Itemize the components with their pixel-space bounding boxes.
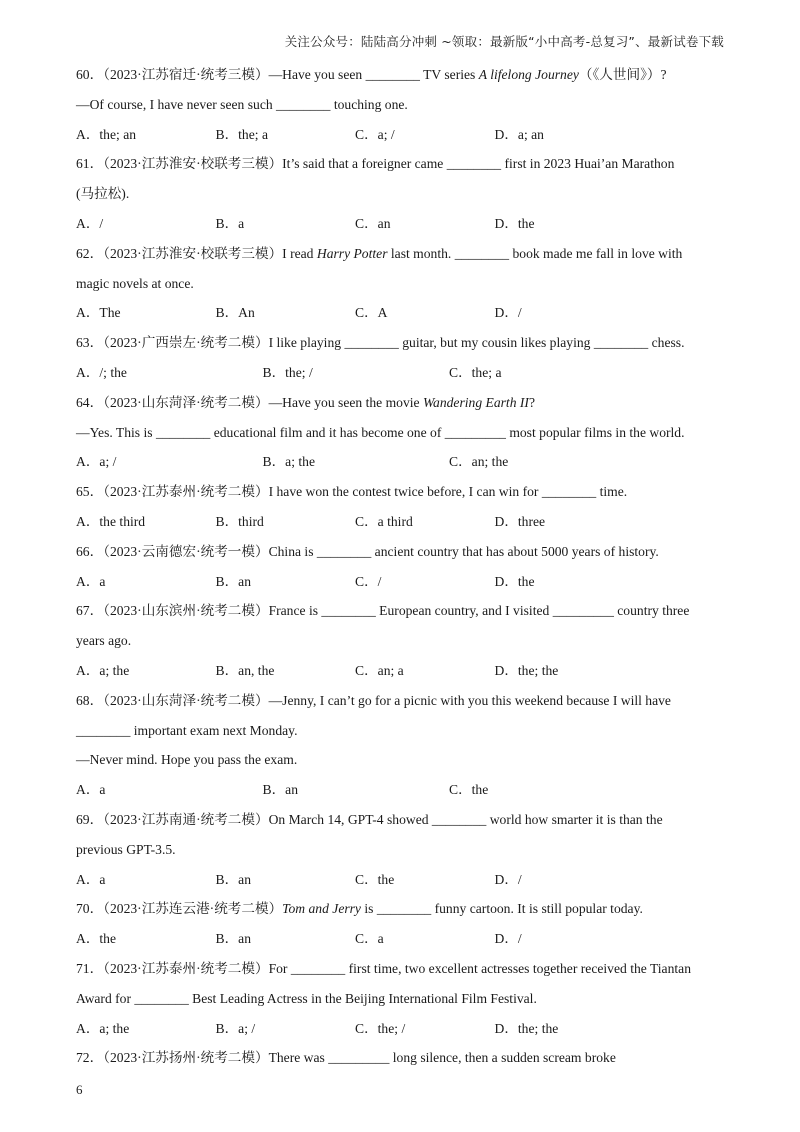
question-text-line (76, 149, 726, 179)
answer-option: D．the; the (494, 662, 559, 678)
answer-option: D．/ (494, 931, 522, 947)
answer-option: D．a; an (494, 126, 544, 142)
question-text-line (76, 835, 726, 865)
answer-option: A．a; the (76, 662, 130, 678)
question-text-line (76, 269, 726, 299)
answer-option: B．an (262, 782, 298, 798)
answer-options (76, 865, 726, 895)
answer-options (76, 447, 726, 477)
question-list (76, 60, 726, 1073)
question-text-line (76, 596, 726, 626)
answer-options (76, 656, 726, 686)
question-text-line (76, 60, 726, 90)
answer-option: C．a third (355, 513, 413, 529)
answer-option: B．a; the (262, 454, 315, 470)
answer-option: C．an; the (449, 454, 509, 470)
text-segment: 70．（2023·江苏连云港·统考二模） (76, 901, 283, 917)
text-segment: —Of course, I have never seen such ________ touching one. (76, 96, 408, 112)
answer-option: C．A (355, 305, 388, 321)
answer-option: B．an (215, 931, 251, 947)
question-text-line (76, 805, 726, 835)
text-segment: —Yes. This is ________ educational film and it has become one of _________ most popular films in the world. (76, 424, 685, 440)
italic-title: Wandering Earth II (422, 394, 529, 410)
answer-option: B．the; / (262, 364, 313, 380)
text-segment: 63．（2023·广西崇左·统考二模）I like playing ________ guitar, but my cousin likes playing ________ chess. (76, 335, 685, 351)
question-text-line (76, 537, 726, 567)
answer-option: B．the; a (215, 126, 268, 142)
answer-option: C．the (449, 782, 489, 798)
page-number: 6 (76, 1082, 83, 1097)
text-segment: 64．（2023·山东菏泽·统考二模）—Have you seen the movie (76, 394, 423, 410)
question-text-line (76, 90, 726, 120)
answer-option: B．an, the (215, 662, 275, 678)
text-segment: 68．（2023·山东菏泽·统考二模）—Jenny, I can’t go for a picnic with you this weekend because I will have (76, 692, 671, 708)
question-text-line (76, 328, 726, 358)
answer-option: C．an; a (355, 662, 404, 678)
answer-option: C．the; a (449, 364, 502, 380)
page-header: 关注公众号：陆陆高分冲刺 ~领取：最新版“小中高考-总复习”、最新试卷下载 (284, 34, 724, 49)
answer-option: C．/ (355, 573, 382, 589)
text-segment: 66．（2023·云南德宏·统考一模）China is ________ ancient country that has about 5000 years of history. (76, 543, 659, 559)
text-segment: 71．（2023·江苏泰州·统考二模）For ________ first time, two excellent actresses together received the Tiantan (76, 960, 691, 976)
answer-option: C．the; / (355, 1020, 406, 1036)
question-text-line (76, 745, 726, 775)
answer-option: A．/ (76, 215, 104, 231)
italic-title: Tom and Jerry (282, 901, 361, 917)
question-text-line (76, 686, 726, 716)
answer-option: C．an (355, 215, 391, 231)
text-segment: 60．（2023·江苏宿迁·统考三模）—Have you seen ________ TV series (76, 67, 479, 82)
question-text-line (76, 388, 726, 418)
answer-options (76, 507, 726, 537)
answer-option: D．the (494, 573, 535, 589)
text-segment: 65．（2023·江苏泰州·统考二模）I have won the contest twice before, I can win for ________ time. (76, 484, 628, 500)
question-text-line (76, 1043, 726, 1073)
answer-option: A．/; the (76, 364, 127, 380)
question-text-line (76, 239, 726, 269)
text-segment: 62．（2023·江苏淮安·校联考三模）I read (76, 245, 317, 261)
text-segment: magic novels at once. (76, 275, 194, 291)
text-segment: previous GPT-3.5. (76, 841, 176, 857)
answer-option: A．a (76, 573, 106, 589)
italic-title: Harry Potter (316, 245, 388, 261)
question-text-line (76, 716, 726, 746)
question-text-line (76, 626, 726, 656)
answer-option: D．three (494, 513, 546, 529)
answer-option: A．The (76, 305, 121, 321)
text-segment: is ________ funny cartoon. It is still popular today. (360, 901, 643, 917)
answer-options (76, 358, 726, 388)
answer-option: A．a; / (76, 454, 117, 470)
answer-option: A．a (76, 871, 106, 887)
answer-option: A．the (76, 931, 117, 947)
answer-option: B．third (215, 513, 264, 529)
answer-option: A．the third (76, 513, 146, 529)
answer-option: D．the (494, 215, 535, 231)
answer-option: D．the; the (494, 1020, 559, 1036)
answer-option: D．/ (494, 871, 522, 887)
answer-option: C．the (355, 871, 395, 887)
question-text-line (76, 418, 726, 448)
answer-option: B．An (215, 305, 255, 321)
answer-option: B．a; / (215, 1020, 256, 1036)
answer-option: A．a; the (76, 1020, 130, 1036)
text-segment: —Never mind. Hope you pass the exam. (76, 752, 298, 768)
answer-options (76, 1014, 726, 1044)
answer-option: C．a (355, 931, 384, 947)
text-segment: ? (528, 394, 535, 410)
answer-option: A．a (76, 782, 106, 798)
question-text-line (76, 894, 726, 924)
answer-options (76, 120, 726, 150)
answer-options (76, 298, 726, 328)
answer-options (76, 775, 726, 805)
answer-options (76, 209, 726, 239)
text-segment: 72．（2023·江苏扬州·统考二模）There was _________ long silence, then a sudden scream broke (76, 1050, 616, 1066)
question-text-line (76, 179, 726, 209)
answer-option: B．an (215, 573, 251, 589)
question-text-line (76, 984, 726, 1014)
answer-options (76, 924, 726, 954)
answer-option: D．/ (494, 305, 522, 321)
text-segment: last month. ________ book made me fall in love with (387, 245, 683, 261)
answer-option: B．an (215, 871, 251, 887)
question-text-line (76, 954, 726, 984)
answer-option: C．a; / (355, 126, 395, 142)
text-segment: Award for ________ Best Leading Actress in the Beijing International Film Festival. (76, 990, 537, 1006)
answer-option: A．the; an (76, 126, 137, 142)
text-segment: ________ important exam next Monday. (76, 722, 298, 738)
question-text-line (76, 477, 726, 507)
text-segment: 67．（2023·山东滨州·统考二模）France is ________ European country, and I visited _________ country three (76, 603, 690, 619)
text-segment: years ago. (76, 633, 132, 649)
answer-options (76, 567, 726, 597)
text-segment: 61．（2023·江苏淮安·校联考三模）It’s said that a foreigner came ________ first in 2023 Huai’an Marathon (76, 156, 675, 172)
answer-option: B．a (215, 215, 245, 231)
text-segment: (马拉松). (76, 186, 130, 202)
italic-title: A lifelong Journey (478, 67, 579, 82)
text-segment: （《人世间》）? (578, 67, 667, 82)
text-segment: 69．（2023·江苏南通·统考二模）On March 14, GPT-4 showed ________ world how smarter it is than the (76, 811, 663, 827)
